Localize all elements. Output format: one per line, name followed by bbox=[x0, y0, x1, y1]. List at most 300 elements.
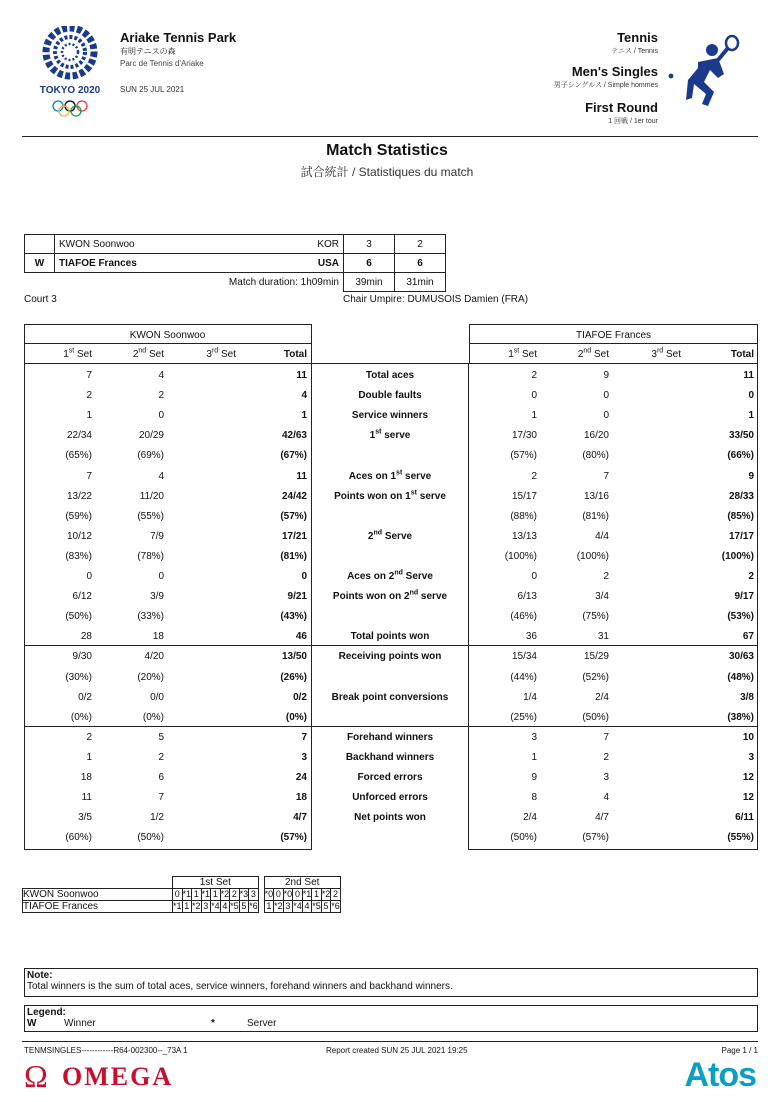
left-stat-value: (83%) bbox=[65, 550, 92, 562]
game-score: *2 bbox=[220, 889, 230, 899]
table-row bbox=[23, 889, 341, 901]
right-stat-value: 36 bbox=[525, 631, 537, 643]
left-stat-value: 13/22 bbox=[66, 490, 92, 502]
left-stat-value: (50%) bbox=[65, 611, 92, 623]
left-stat-value bbox=[172, 828, 236, 848]
set-score: 6 bbox=[395, 254, 446, 273]
game-score: *0 bbox=[283, 889, 293, 899]
stat-label: Net points won bbox=[354, 812, 426, 824]
game-score: *2 bbox=[192, 901, 201, 911]
game-score: *4 bbox=[293, 901, 302, 911]
right-stat-value bbox=[617, 788, 681, 808]
right-stat-value bbox=[617, 728, 681, 748]
right-stat-value: (25%) bbox=[510, 711, 537, 723]
left-stat-value: 46 bbox=[295, 631, 307, 643]
left-stat-value bbox=[172, 547, 236, 567]
game-score: *5 bbox=[312, 901, 321, 911]
footer-divider bbox=[22, 1041, 758, 1042]
right-stat-value: 0 bbox=[603, 390, 609, 402]
left-stat-value: 7 bbox=[301, 731, 307, 743]
set1-title: 1st Set bbox=[173, 877, 259, 889]
left-stat-value: (0%) bbox=[142, 711, 164, 723]
legend-w-text: Winner bbox=[64, 1018, 96, 1029]
right-stat-value bbox=[617, 467, 681, 487]
divider bbox=[24, 363, 311, 364]
right-stat-value: (66%) bbox=[727, 450, 754, 462]
right-stat-value: 2 bbox=[748, 571, 754, 582]
game-score: *2 bbox=[321, 889, 331, 899]
game-score: *5 bbox=[230, 901, 239, 911]
right-stat-value bbox=[617, 547, 681, 567]
player-name: KWON Soonwoo bbox=[23, 889, 173, 901]
left-stat-value: 3 bbox=[301, 751, 307, 763]
tokyo-2020-emblem-icon bbox=[34, 26, 106, 120]
left-stat-value: 11 bbox=[296, 470, 307, 482]
right-stat-value bbox=[617, 446, 681, 466]
player-name: TIAFOE Frances bbox=[23, 901, 173, 913]
stat-label bbox=[311, 708, 469, 728]
left-stat-value: 24 bbox=[295, 772, 307, 783]
game-score: *6 bbox=[331, 901, 340, 911]
left-stat-value: 3/9 bbox=[150, 591, 164, 603]
right-stat-value: (75%) bbox=[582, 611, 609, 623]
event-subtitle: 男子シングルス / Simple hommes bbox=[553, 82, 658, 89]
left-stat-value bbox=[172, 587, 236, 607]
header-divider bbox=[22, 136, 758, 137]
divider bbox=[469, 343, 758, 344]
left-stat-value bbox=[172, 567, 236, 587]
game-score: 1 bbox=[312, 889, 322, 901]
left-stat-value: 6 bbox=[158, 772, 164, 783]
right-stat-value: (85%) bbox=[727, 510, 754, 522]
left-stat-value bbox=[172, 426, 236, 446]
legend-w-symbol: W bbox=[27, 1018, 37, 1029]
right-stat-value: 4/4 bbox=[595, 530, 609, 542]
right-stat-value bbox=[617, 527, 681, 547]
left-stat-value bbox=[172, 527, 236, 547]
right-stat-value bbox=[617, 708, 681, 728]
right-stat-value: (53%) bbox=[727, 611, 754, 623]
sport-subtitle: テニス / Tennis bbox=[611, 48, 658, 55]
stat-label: Service winners bbox=[351, 410, 429, 422]
stat-label: Backhand winners bbox=[345, 751, 435, 763]
right-stat-value: (100%) bbox=[721, 550, 754, 562]
right-stat-value: (52%) bbox=[582, 671, 609, 683]
tokyo-2020-logo bbox=[34, 26, 106, 120]
right-stat-value bbox=[617, 587, 681, 607]
set-score: 3 bbox=[344, 235, 395, 254]
right-stat-value: 15/17 bbox=[511, 490, 537, 502]
right-stat-value: (55%) bbox=[727, 832, 754, 844]
left-stat-value bbox=[172, 507, 236, 527]
game-score: 4 bbox=[220, 901, 230, 913]
right-stat-value: 11 bbox=[743, 370, 754, 381]
right-stat-value: 3 bbox=[531, 731, 537, 743]
section-divider bbox=[311, 645, 469, 646]
col-header-set2: 2nd Set bbox=[577, 347, 609, 360]
stat-label: Total points won bbox=[350, 631, 430, 643]
player-noc: KOR bbox=[285, 235, 344, 254]
left-stat-value: 4 bbox=[301, 390, 307, 402]
right-stat-value: 4/7 bbox=[595, 812, 609, 824]
left-stat-value: 0/0 bbox=[150, 691, 164, 703]
right-stat-value: 2 bbox=[603, 571, 609, 582]
left-stat-value: 1/2 bbox=[150, 812, 164, 824]
table-row bbox=[23, 877, 341, 889]
table-row bbox=[25, 273, 446, 292]
col-header-set2: 2nd Set bbox=[132, 347, 164, 360]
stat-label bbox=[311, 607, 469, 627]
right-stat-value: 2 bbox=[531, 370, 537, 381]
stat-label bbox=[311, 446, 469, 466]
winner-mark: W bbox=[25, 254, 55, 273]
right-player-name: TIAFOE Frances bbox=[575, 330, 651, 341]
game-score: 4 bbox=[302, 901, 312, 913]
legend-star-symbol: * bbox=[211, 1018, 215, 1029]
right-stat-value: 1/4 bbox=[523, 691, 537, 703]
right-stat-value: 0 bbox=[531, 571, 537, 582]
table-row bbox=[23, 901, 341, 913]
right-stat-value: 1 bbox=[531, 751, 537, 763]
left-stat-value bbox=[172, 708, 236, 728]
left-stat-value: 4 bbox=[158, 470, 164, 482]
game-score: 1 bbox=[182, 901, 192, 913]
right-stat-value: 0 bbox=[603, 410, 609, 422]
set-duration: 39min bbox=[344, 273, 395, 292]
left-stat-value: 10/12 bbox=[66, 530, 92, 542]
game-score: 3 bbox=[201, 901, 211, 913]
left-stat-value: (57%) bbox=[280, 510, 307, 522]
note-box bbox=[24, 968, 758, 997]
right-stat-value: 7 bbox=[603, 731, 609, 743]
right-stat-value bbox=[617, 507, 681, 527]
court-name: Court 3 bbox=[24, 294, 57, 305]
match-summary-table bbox=[24, 234, 446, 292]
right-stat-value: 12 bbox=[742, 792, 754, 804]
right-stat-value: (46%) bbox=[510, 611, 537, 623]
left-stat-value: (65%) bbox=[65, 450, 92, 462]
omega-logo bbox=[24, 1060, 204, 1092]
right-stat-value: 15/29 bbox=[583, 651, 609, 663]
winner-mark bbox=[25, 235, 55, 254]
section-divider bbox=[311, 726, 469, 727]
divider bbox=[24, 343, 311, 344]
right-stat-value bbox=[617, 668, 681, 688]
left-stat-value: (81%) bbox=[280, 550, 307, 562]
stat-label: Receiving points won bbox=[338, 651, 442, 663]
right-stat-value: 3/4 bbox=[595, 591, 609, 603]
right-stat-value: 1 bbox=[531, 410, 537, 422]
table-row bbox=[25, 235, 446, 254]
left-stat-value: (30%) bbox=[65, 671, 92, 683]
right-stat-value bbox=[617, 426, 681, 446]
left-stat-value bbox=[172, 688, 236, 708]
right-stat-value: 28/33 bbox=[728, 490, 754, 502]
left-stat-value: 4/7 bbox=[293, 812, 307, 824]
right-stat-value: 10 bbox=[742, 731, 754, 743]
right-stat-value: 6/13 bbox=[517, 591, 537, 603]
right-stat-value: 17/30 bbox=[511, 430, 537, 442]
left-stat-value: 2 bbox=[158, 751, 164, 763]
stat-label: 2nd Serve bbox=[367, 529, 413, 542]
game-score: *6 bbox=[249, 901, 258, 911]
left-stat-value bbox=[172, 366, 236, 386]
right-stat-value: (57%) bbox=[510, 450, 537, 462]
left-stat-value: 2 bbox=[86, 731, 92, 743]
right-stat-value: 15/34 bbox=[511, 651, 537, 663]
player-name: KWON Soonwoo bbox=[55, 235, 285, 254]
venue-name: Ariake Tennis Park bbox=[120, 30, 237, 45]
stat-label bbox=[311, 547, 469, 567]
stat-label: Aces on 1st serve bbox=[348, 469, 432, 482]
right-stat-value: 13/13 bbox=[511, 530, 537, 542]
left-stat-value: 0 bbox=[301, 571, 307, 582]
right-stat-value: 0 bbox=[531, 390, 537, 402]
right-stat-value: (38%) bbox=[727, 711, 754, 723]
page-subtitle: 試合統計 / Statistiques du match bbox=[300, 165, 474, 179]
left-stat-value bbox=[172, 386, 236, 406]
right-stat-value: 12 bbox=[742, 772, 754, 783]
left-stat-value: 0 bbox=[158, 571, 164, 582]
page-title: Match Statistics bbox=[326, 142, 448, 159]
legend-box bbox=[24, 1005, 758, 1032]
right-stat-value: 0 bbox=[748, 390, 754, 402]
left-stat-value: 4/20 bbox=[144, 651, 164, 663]
set-score: 6 bbox=[344, 254, 395, 273]
left-stat-value: (20%) bbox=[137, 671, 164, 683]
game-score: *1 bbox=[302, 889, 312, 899]
divider bbox=[469, 363, 758, 364]
right-stat-value: 7 bbox=[603, 470, 609, 482]
stat-label bbox=[311, 668, 469, 688]
left-stat-value: 11/20 bbox=[139, 490, 164, 502]
left-stat-value: (67%) bbox=[280, 450, 307, 462]
right-stat-value bbox=[617, 828, 681, 848]
right-stat-value bbox=[617, 768, 681, 788]
report-code: TENMSINGLES------------R64-002300--_73A 1 bbox=[24, 1046, 188, 1055]
set2-title: 2nd Set bbox=[264, 877, 340, 889]
right-stat-value: 2 bbox=[603, 751, 609, 763]
left-stat-value: 17/21 bbox=[281, 530, 307, 542]
game-score: 1 bbox=[211, 889, 221, 901]
game-score: 1 bbox=[264, 901, 274, 913]
left-stat-value bbox=[172, 808, 236, 828]
match-date: SUN 25 JUL 2021 bbox=[120, 85, 185, 94]
omega-symbol-icon: Ω bbox=[24, 1058, 48, 1094]
left-stat-value: (0%) bbox=[70, 711, 92, 723]
right-stat-value: (50%) bbox=[582, 711, 609, 723]
page-number: Page 1 / 1 bbox=[721, 1046, 758, 1055]
left-player-name: KWON Soonwoo bbox=[129, 330, 206, 341]
left-stat-value: 9/30 bbox=[72, 651, 92, 663]
left-stat-value: 3/5 bbox=[78, 812, 92, 824]
right-stat-value: 2 bbox=[531, 470, 537, 482]
left-stat-value: (78%) bbox=[137, 550, 164, 562]
left-stat-value bbox=[172, 487, 236, 507]
right-stat-value bbox=[617, 406, 681, 426]
game-score: *1 bbox=[182, 889, 192, 899]
left-stat-value: 2 bbox=[158, 390, 164, 402]
event-title: Men's Singles bbox=[571, 64, 658, 79]
col-header-set3: 3rd Set bbox=[651, 347, 681, 360]
right-stat-value: 6/11 bbox=[735, 812, 754, 824]
left-stat-value: (55%) bbox=[137, 510, 164, 522]
left-stat-value: 7 bbox=[86, 470, 92, 482]
left-stat-value: 0 bbox=[86, 571, 92, 582]
left-stat-value bbox=[172, 728, 236, 748]
left-stat-value: 0 bbox=[158, 410, 164, 422]
right-stat-value: 9/17 bbox=[734, 591, 754, 603]
right-stat-value: 33/50 bbox=[728, 430, 754, 442]
section-divider bbox=[24, 645, 311, 646]
left-stat-value bbox=[172, 748, 236, 768]
left-stat-value: 1 bbox=[86, 751, 92, 763]
left-stat-value: 5 bbox=[158, 731, 164, 743]
right-stat-value: 16/20 bbox=[583, 430, 609, 442]
game-score: 0 bbox=[173, 889, 183, 901]
right-stat-value bbox=[617, 567, 681, 587]
right-stat-value: 1 bbox=[748, 410, 754, 422]
right-stat-value: 8 bbox=[531, 792, 537, 804]
note-text: Total winners is the sum of total aces, service winners, forehand winners and backhand winners. bbox=[27, 981, 453, 992]
omega-wordmark: OMEGA bbox=[62, 1062, 174, 1091]
game-score: *1 bbox=[173, 901, 182, 911]
svg-text:TOKYO 2020: TOKYO 2020 bbox=[39, 85, 101, 96]
game-score: 2 bbox=[230, 889, 240, 901]
col-header-set1: 1st Set bbox=[63, 347, 92, 360]
tennis-player-pictogram-icon bbox=[668, 34, 744, 108]
left-stat-value: 9/21 bbox=[287, 591, 307, 603]
right-stat-value: (50%) bbox=[510, 832, 537, 844]
table-row bbox=[25, 254, 446, 273]
right-stat-value: 3/8 bbox=[740, 691, 754, 703]
left-stat-value: (0%) bbox=[285, 711, 307, 723]
right-stat-value: 2/4 bbox=[595, 691, 609, 703]
right-stat-value: (80%) bbox=[582, 450, 609, 462]
right-stat-value: 13/16 bbox=[583, 490, 609, 502]
left-stat-value: 4 bbox=[158, 370, 164, 381]
chair-umpire: Chair Umpire: DUMUSOIS Damien (FRA) bbox=[343, 294, 529, 305]
game-score: 0 bbox=[293, 889, 303, 901]
report-created: Report created SUN 25 JUL 2021 19:25 bbox=[326, 1046, 468, 1055]
left-stat-value: (50%) bbox=[137, 832, 164, 844]
stat-label: Total aces bbox=[365, 370, 415, 381]
right-stat-value: 30/63 bbox=[728, 651, 754, 663]
set-score: 2 bbox=[395, 235, 446, 254]
right-stat-value: 9 bbox=[531, 772, 537, 783]
left-stat-value: (57%) bbox=[280, 832, 307, 844]
game-score: 5 bbox=[239, 901, 249, 913]
game-score: *1 bbox=[201, 889, 211, 899]
right-stat-value bbox=[617, 688, 681, 708]
stat-label bbox=[311, 507, 469, 527]
left-stat-value: 0/2 bbox=[293, 691, 307, 703]
venue-name-fr: Parc de Tennis d'Ariake bbox=[120, 59, 204, 68]
round-subtitle: 1 回戦 / 1er tour bbox=[608, 118, 658, 125]
right-stat-value: 2/4 bbox=[523, 812, 537, 824]
section-divider bbox=[469, 726, 758, 727]
left-stat-value bbox=[172, 406, 236, 426]
stat-label: Aces on 2nd Serve bbox=[347, 569, 433, 582]
left-stat-value: 42/63 bbox=[281, 430, 307, 442]
left-stat-value bbox=[172, 627, 236, 647]
left-stat-value: 20/29 bbox=[138, 430, 164, 442]
left-stat-value bbox=[172, 647, 236, 667]
game-score: *2 bbox=[274, 901, 283, 911]
left-stat-value: 22/34 bbox=[66, 430, 92, 442]
stat-label bbox=[311, 828, 469, 848]
left-stat-value: 0/2 bbox=[78, 691, 92, 703]
right-stat-value: 9 bbox=[603, 370, 609, 381]
left-stat-value: 28 bbox=[80, 631, 92, 643]
right-stat-value: 67 bbox=[742, 631, 754, 643]
left-stat-value bbox=[172, 668, 236, 688]
left-stat-value: 6/12 bbox=[72, 591, 92, 603]
left-stat-value: 7/9 bbox=[150, 530, 164, 542]
left-stat-value: (33%) bbox=[137, 611, 164, 623]
right-stat-value: (100%) bbox=[504, 550, 537, 562]
game-score: 3 bbox=[249, 889, 259, 901]
match-duration: Match duration: 1h09min bbox=[25, 273, 344, 292]
right-stat-value bbox=[617, 748, 681, 768]
stat-label: 1st serve bbox=[369, 428, 411, 442]
left-stat-value bbox=[172, 768, 236, 788]
sport-title: Tennis bbox=[617, 30, 658, 45]
stat-label: Points won on 1st serve bbox=[334, 489, 446, 502]
game-score: 2 bbox=[331, 889, 341, 901]
divider bbox=[311, 324, 312, 363]
game-score: *4 bbox=[211, 901, 220, 911]
section-divider bbox=[469, 645, 758, 646]
stat-label: Forced errors bbox=[357, 772, 423, 783]
right-stat-value: 9 bbox=[748, 470, 754, 482]
col-header-set1: 1st Set bbox=[508, 347, 537, 360]
left-stat-value: 2 bbox=[86, 390, 92, 402]
game-score: 0 bbox=[274, 889, 284, 901]
legend-star-text: Server bbox=[247, 1018, 277, 1029]
game-score: 1 bbox=[192, 889, 202, 901]
right-stat-value bbox=[617, 487, 681, 507]
left-stat-value bbox=[172, 446, 236, 466]
left-stat-value: 13/50 bbox=[281, 651, 307, 663]
atos-logo: Atos bbox=[684, 1056, 756, 1094]
right-stat-value: (44%) bbox=[510, 671, 537, 683]
legend-title: Legend: bbox=[27, 1007, 66, 1018]
right-stat-value: (57%) bbox=[582, 832, 609, 844]
right-stat-value bbox=[617, 627, 681, 647]
left-stat-value bbox=[172, 788, 236, 808]
left-stat-value: (60%) bbox=[65, 832, 92, 844]
right-stat-value: 31 bbox=[597, 631, 609, 643]
left-stat-value: (69%) bbox=[137, 450, 164, 462]
venue-name-jp: 有明テニスの森 bbox=[120, 47, 176, 56]
left-stat-value bbox=[172, 467, 236, 487]
right-stat-value: (48%) bbox=[727, 671, 754, 683]
right-stat-value bbox=[617, 808, 681, 828]
stat-label: Double faults bbox=[358, 390, 422, 402]
right-stat-value: (81%) bbox=[582, 510, 609, 522]
stat-label: Points won on 2nd serve bbox=[332, 589, 448, 603]
left-stat-value: 18 bbox=[80, 772, 92, 783]
left-stat-value: 7 bbox=[158, 792, 164, 804]
right-stat-value: (100%) bbox=[576, 550, 609, 562]
right-stat-value bbox=[617, 647, 681, 667]
right-stat-value bbox=[617, 366, 681, 386]
right-stat-value: (88%) bbox=[510, 510, 537, 522]
game-score: 5 bbox=[321, 901, 331, 913]
left-stat-value: (59%) bbox=[65, 510, 92, 522]
col-header-total: Total bbox=[283, 349, 307, 360]
